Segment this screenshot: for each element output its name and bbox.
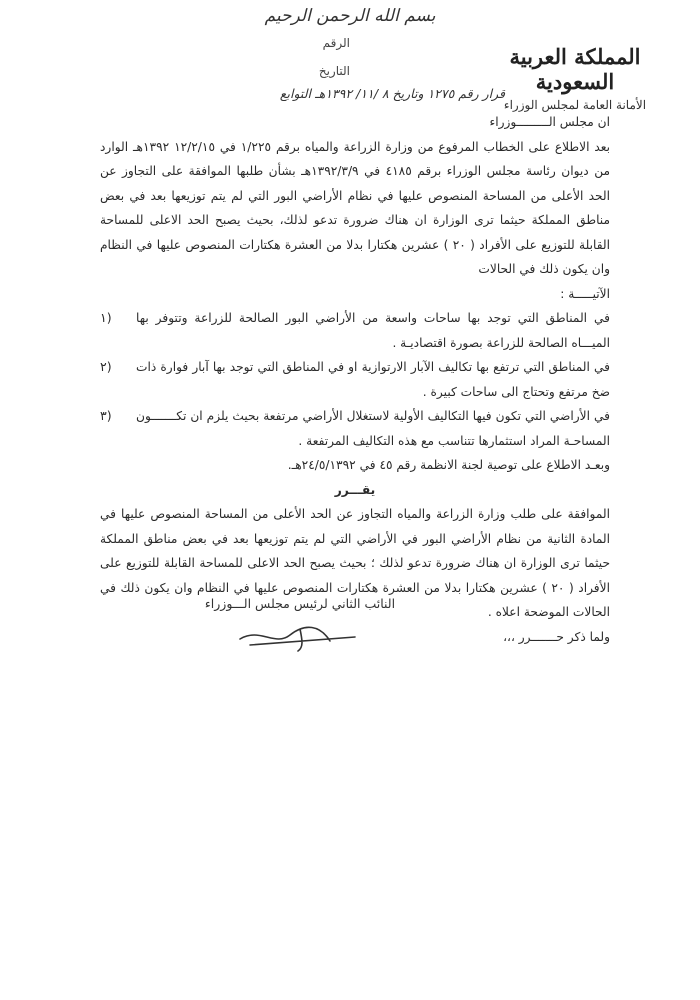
decision-text: الموافقة على طلب وزارة الزراعة والمياه التجاوز عن الحد الأعلى من المساحة المنصوص عليها في المادة الثانية من نظام الأراضي البور في الأراضي التي لم يتم توزيعها بعد في بعض مناطق المملكة حيثما ترى الوزارة ان هناك ضرورة تدعو لذلك ؛ بحيث يصبح الحد الاعلى للمساحة القابلة للتوزيع على الأفراد ( ٢٠ ) عشرين هكتارا بدلا من العشرة هكتارات المنصوص عليها في النظام وان يكون ذلك في الحالات الموضحة اعلاه . [100,507,610,619]
department-name: الأمانة العامة لمجلس الوزراء [503,98,647,112]
list-item [100,306,610,355]
kingdom-title: المملكة العربية السعودية [509,44,641,94]
list-number: ٢) [100,359,112,374]
list-text: في الأراضي التي تكون فيها التكاليف الأولية لاستغلال الأراضي مرتفعة بحيث يلزم ان تكـــــــون المساحـة المراد استثمارها تتناسب مع هذه التكاليف المرتفعة . [136,409,610,448]
date-label: التاريخ [318,64,350,78]
signature-block [150,596,450,660]
list-number: ١) [100,310,112,325]
number-label: الرقم [322,36,350,50]
reference-box [220,36,350,92]
signatory-title: النائب الثاني لرئيس مجلس الـــوزراء [204,596,396,611]
document-body [100,110,610,649]
list-number: ٣) [100,408,112,423]
list-text: في المناطق التي توجد بها ساحات واسعة من الأراضي البور الصالحة للزراعة وتتوفر بها الميـــاه الصالحة للزراعة بصورة اقتصاديـة . [136,311,610,350]
paragraph-2: وبعـد الاطلاع على توصية لجنة الانظمة رقم ٤٥ في ٢٤/٥/١٣٩٢هـ. [287,458,610,472]
letterhead [480,44,670,112]
list-text: في المناطق التي ترتفع بها تكاليف الآبار الارتوازية او في المناطق التي توجد بها آبار فوارة ذات ضخ مرتفع وتحتاج الى ساحات كبيرة . [136,360,610,399]
paragraph-1: بعد الاطلاع على الخطاب المرفوع من وزارة الزراعة والمياه برقم ١/٢٢٥ في ١٢/٢/١٥ ١٣٩٢هـ الوارد من ديوان رئاسة مجلس الوزراء برقم ٤١٨٥ في ١٣٩٢/٣/٩هـ بشأن طلبها الموافقة على التجاوز عن الحد الأعلى من المساحة المنصوص عليها في نظام الأراضي البور التي لم يتم توزيعها بعد في بعض مناطق المملكة حيثما ترى الوزارة ان هناك ضرورة تدعو لذلك، بحيث يصبح الحد الاعلى للمساحة القابلة للتوزيع على الأفراد ( ٢٠ ) عشرين هكتارا بدلا من العشرة هكتارات المنصوص عليها في النظام وان يكون ذلك في الحالات [100,139,611,276]
decides-heading: يقـــرر [334,482,376,497]
list-heading: الآتيـــــة : [560,286,610,301]
opening-line: ان مجلس الـــــــــوزراء [489,115,610,129]
basmala: بسم الله الرحمن الرحيم [264,6,436,26]
handwritten-signature [230,617,370,657]
list-item [100,355,610,404]
decision-number-line: قرار رقم ١٢٧٥ وتاريخ ٨ /١١/ ١٣٩٢هـ التوابع [279,86,505,101]
list-item [100,404,610,453]
closing-line: ولما ذكر حـــــــرر ،،، [503,629,610,644]
